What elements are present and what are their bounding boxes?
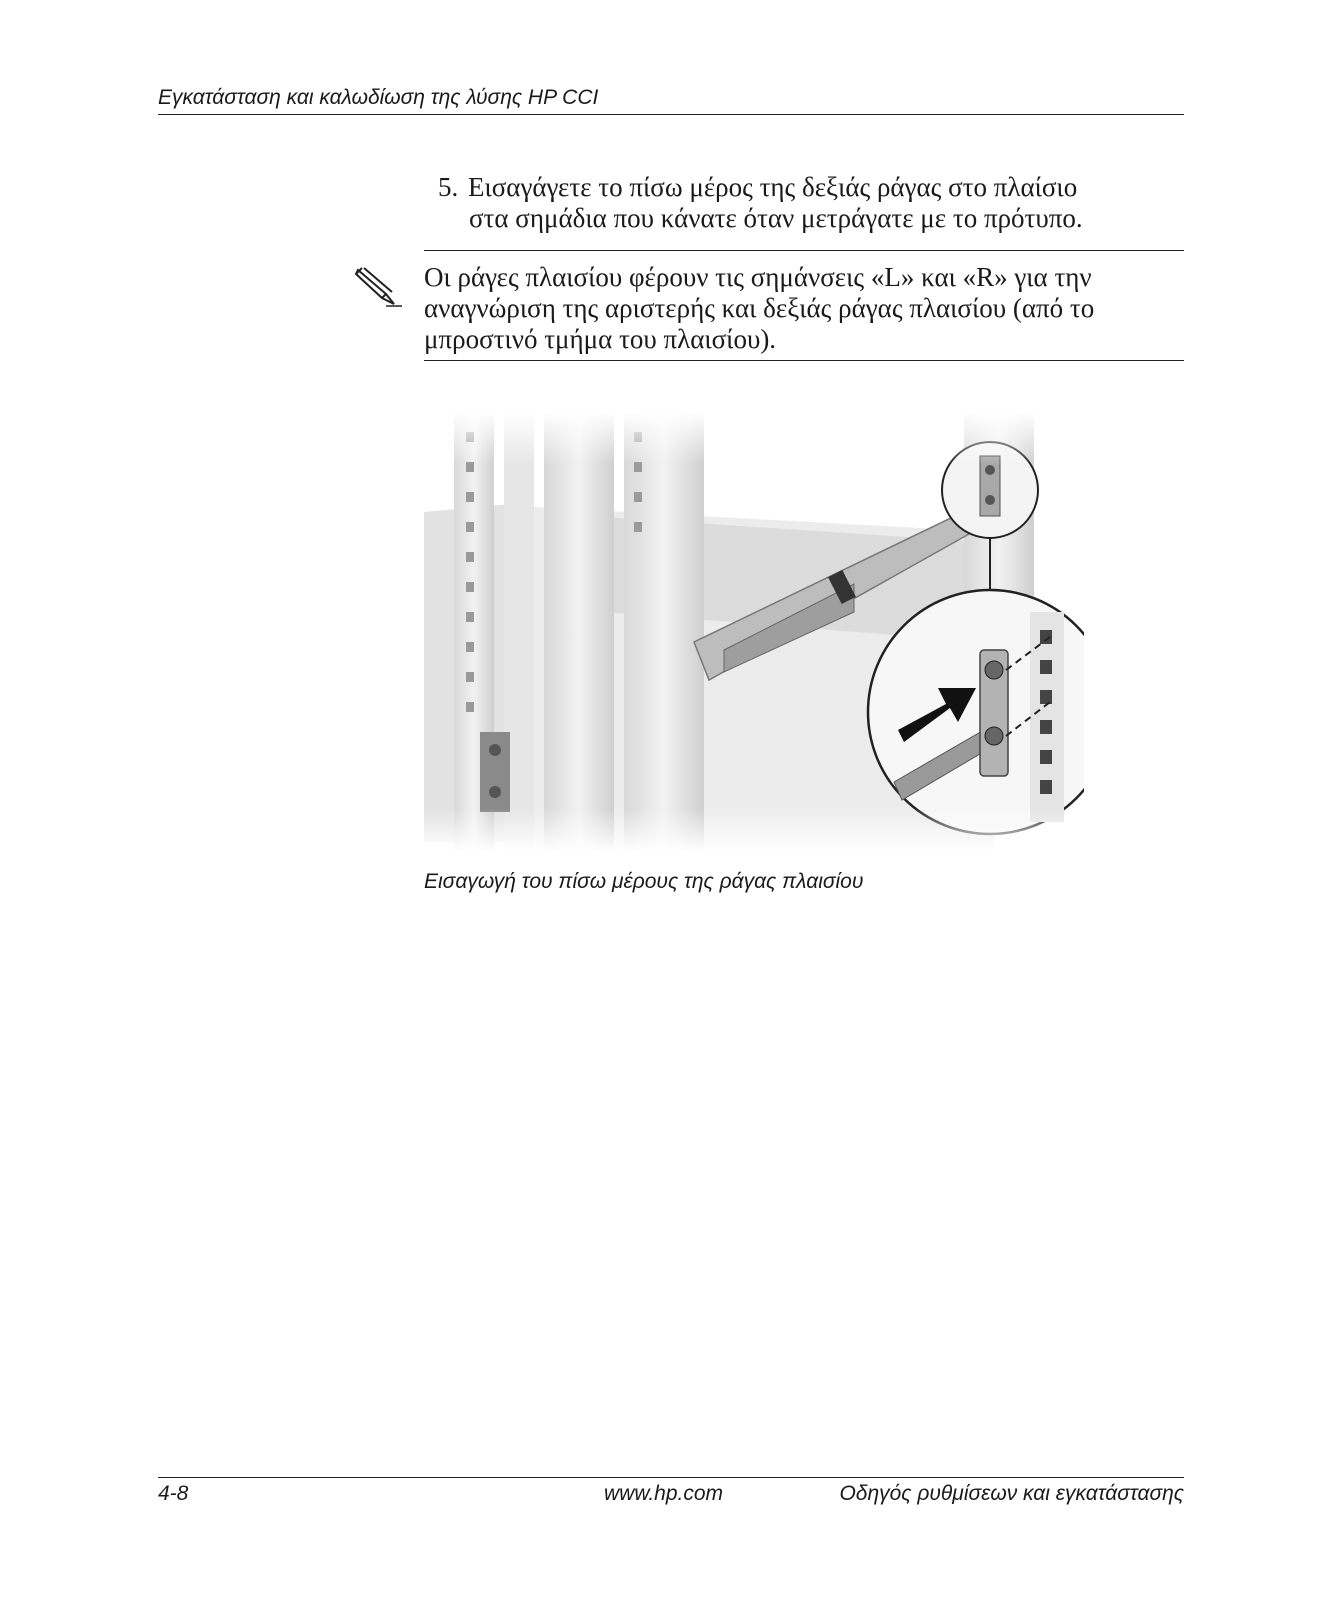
pencil-note-icon (352, 264, 404, 310)
step-text-line-2: στα σημάδια που κάνατε όταν μετράγατε με το πρότυπο. (469, 203, 1083, 233)
note-line-1: Οι ράγες πλαισίου φέρουν τις σημάνσεις «L» και «R» για την (424, 262, 1092, 292)
rack-rail-illustration (424, 412, 1084, 852)
note-top-rule (424, 250, 1184, 251)
header-rule (158, 114, 1184, 115)
step-number: 5. (438, 172, 459, 202)
footer-website: www.hp.com (604, 1482, 724, 1505)
step-text-line-1: Εισαγάγετε το πίσω μέρος της δεξιάς ράγας στο πλαίσιο (468, 172, 1078, 202)
note-bottom-rule (424, 360, 1184, 361)
figure-caption: Εισαγωγή του πίσω μέρους της ράγας πλαισίου (424, 870, 864, 893)
step-5 (438, 172, 1198, 234)
guide-title: Οδηγός ρυθμίσεων και εγκατάστασης (839, 1482, 1184, 1505)
running-header: Εγκατάσταση και καλωδίωση της λύσης HP CCI (158, 86, 599, 109)
note-line-3: μπροστινό τμήμα του πλαισίου). (424, 324, 777, 354)
note-text (424, 262, 1194, 355)
footer-rule (158, 1477, 1184, 1478)
note-line-2: αναγνώριση της αριστερής και δεξιάς ράγας πλαισίου (από το (424, 293, 1095, 323)
page-number: 4-8 (158, 1482, 189, 1505)
